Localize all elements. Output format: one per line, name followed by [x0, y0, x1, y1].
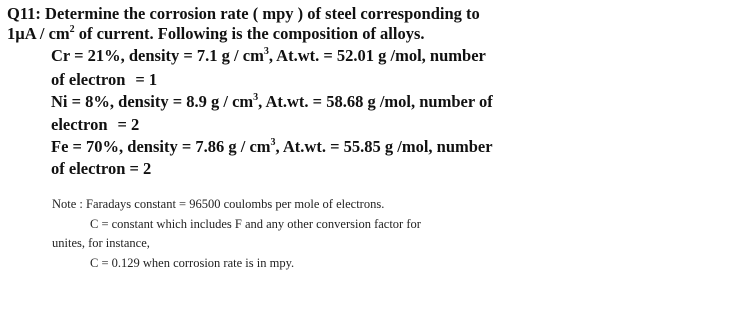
chromium-electron-line [51, 70, 157, 90]
current-density-text: 1µA / cm [7, 24, 70, 43]
superscript: 3 [253, 92, 259, 103]
iron-line [51, 137, 493, 157]
nickel-electron-line [51, 115, 139, 135]
nickel-line [51, 92, 493, 112]
chromium-atomic-weight: , At.wt. = 52.01 g /mol, number [268, 46, 486, 65]
note-line-4: C = 0.129 when corrosion rate is in mpy. [90, 256, 295, 270]
chromium-line [51, 46, 486, 66]
question-line-1: Q11: Determine the corrosion rate ( mpy ) of steel corresponding to [7, 4, 480, 23]
iron-atomic-weight: , At.wt. = 55.85 g /mol, number [275, 137, 493, 156]
nickel-atomic-weight: , At.wt. = 58.68 g /mol, number of [258, 92, 493, 111]
note-line-1: Note : Faradays constant = 96500 coulombs per mole of electrons. [52, 197, 385, 211]
superscript: 3 [270, 137, 276, 148]
nickel-electron-value: = 2 [117, 115, 140, 134]
iron-electron-line: of electron = 2 [51, 159, 152, 178]
chromium-density: Cr = 21%, density = 7.1 g / cm [51, 46, 264, 65]
chromium-electron-label: of electron [51, 70, 126, 89]
question-line-2 [7, 24, 425, 44]
superscript: 2 [69, 24, 75, 35]
note-line-3: unites, for instance, [52, 236, 150, 250]
nickel-density: Ni = 8%, density = 8.9 g / cm [51, 92, 254, 111]
question-line-2-rest: of current. Following is the composition of alloys. [74, 24, 425, 43]
nickel-electron-label: electron [51, 115, 108, 134]
chromium-electron-value: = 1 [135, 70, 158, 89]
note-line-2: C = constant which includes F and any other conversion factor for [90, 217, 421, 231]
iron-density: Fe = 70%, density = 7.86 g / cm [51, 137, 271, 156]
superscript: 3 [263, 46, 269, 57]
